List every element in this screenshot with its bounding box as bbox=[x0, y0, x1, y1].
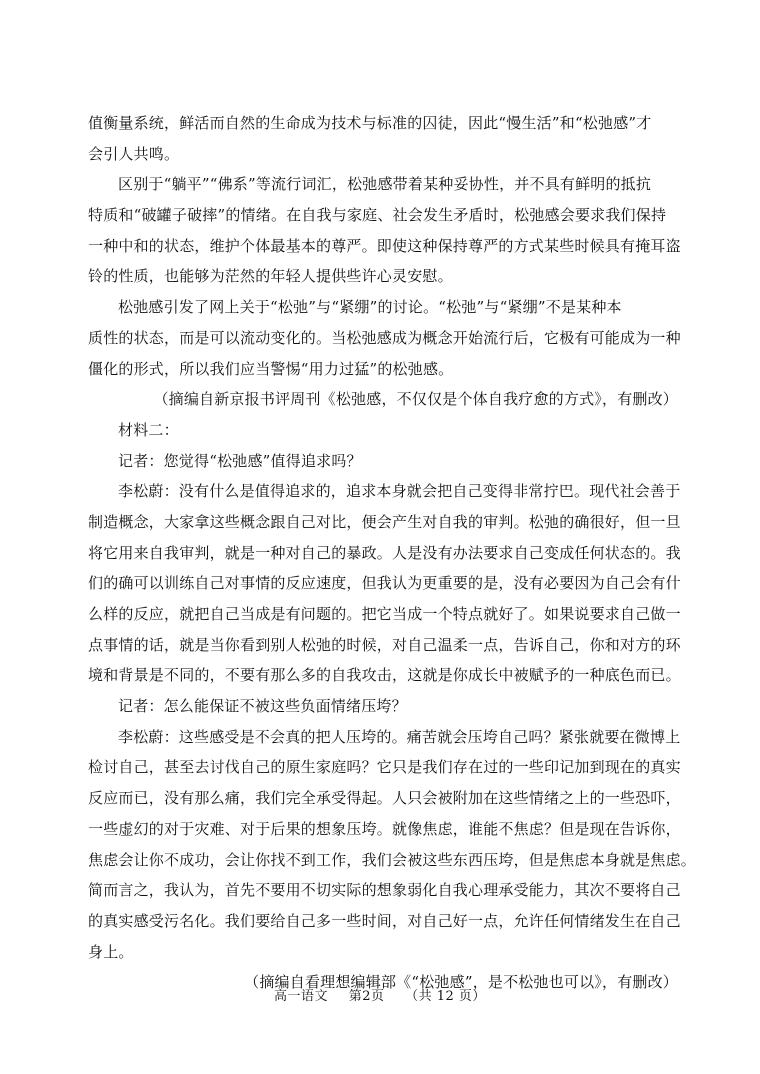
text-line: 简而言之，我认为，首先不要用不切实际的想象弱化自我心理承受能力，其次不要将自己 bbox=[88, 881, 681, 900]
text-line: 特质和“破罐子破摔”的情绪。在自我与家庭、社会发生矛盾时，松弛感会要求我们保持 bbox=[88, 206, 667, 225]
text-line: 们的确可以训练自己对事情的反应速度，但我认为更重要的是，没有必要因为自己会有什 bbox=[88, 574, 681, 593]
text-line: 区别于“躺平”“佛系”等流行词汇，松弛感带着某种妥协性，并不具有鲜明的抵抗 bbox=[118, 175, 652, 194]
text-line: 境和背景是不同的，不要有那么多的自我攻击，这就是你成长中被赋予的一种底色而已。 bbox=[88, 666, 681, 685]
text-line: 记者：您觉得“松弛感”值得追求吗？ bbox=[118, 451, 362, 470]
text-line: 将它用来自我审判，就是一种对自己的暴政。人是没有办法要求自己变成任何状态的。我 bbox=[88, 543, 681, 562]
text-line: 会引人共鸣。 bbox=[88, 144, 180, 163]
text-line: 检讨自己，甚至去讨伐自己的原生家庭吗？它只是我们存在过的一些印记加到现在的真实 bbox=[88, 758, 681, 777]
footer-subject: 高一语文 bbox=[274, 989, 329, 1004]
text-line: 李松蔚：这些感受是不会真的把人压垮的。痛苦就会压垮自己吗？紧张就要在微博上 bbox=[118, 727, 681, 746]
text-line: 焦虑会让你不成功，会让你找不到工作，我们会被这些东西压垮，但是焦虑本身就是焦虑。 bbox=[88, 850, 697, 869]
footer-total-pages: （共 12 页） bbox=[405, 989, 486, 1004]
text-line: 身上。 bbox=[88, 942, 134, 961]
text-line: 点事情的话，就是当你看到别人松弛的时候，对自己温柔一点，告诉自己，你和对方的环 bbox=[88, 635, 681, 654]
text-line: 制造概念，大家拿这些概念跟自己对比，便会产生对自我的审判。松弛的确很好，但一旦 bbox=[88, 512, 681, 531]
text-line: 一些虚幻的对于灾难、对于后果的想象压垮。就像焦虑，谁能不焦虑？但是现在告诉你， bbox=[88, 819, 681, 838]
text-line: 的真实感受污名化。我们要给自己多一些时间，对自己好一点，允许任何情绪发生在自己 bbox=[88, 911, 681, 930]
source-citation: （摘编自看理想编辑部《“松弛感”，是不松弛也可以》，有删改） bbox=[244, 973, 678, 992]
text-line: 反应而已，没有那么痛，我们完全承受得起。人只会被附加在这些情绪之上的一些恐吓， bbox=[88, 789, 681, 808]
text-line: 质性的状态，而是可以流动变化的。当松弛感成为概念开始流行后，它极有可能成为一种 bbox=[88, 328, 681, 347]
footer-page-number: 第2页 bbox=[348, 989, 385, 1004]
text-line: 么样的反应，就把自己当成是有问题的。把它当成一个特点就好了。如果说要求自己做一 bbox=[88, 605, 681, 623]
text-line: 僵化的形式，所以我们应当警惕“用力过猛”的松弛感。 bbox=[88, 359, 454, 378]
text-line: 记者：怎么能保证不被这些负面情绪压垮？ bbox=[118, 697, 407, 716]
source-citation: （摘编自新京报书评周刊《松弛感，不仅仅是个体自我疗愈的方式》，有删改） bbox=[153, 390, 678, 409]
document-page bbox=[88, 108, 697, 998]
text-line: 材料二： bbox=[118, 420, 179, 439]
text-line: 李松蔚：没有什么是值得追求的，追求本身就会把自己变得非常拧巴。现代社会善于 bbox=[118, 482, 681, 501]
text-line: 值衡量系统，鲜活而自然的生命成为技术与标准的囚徒，因此“慢生活”和“松弛感”才 bbox=[88, 114, 652, 132]
text-line: 松弛感引发了网上关于“松弛”与“紧绷”的讨论。“松弛”与“紧绷”不是某种本 bbox=[118, 298, 622, 317]
text-line: 一种中和的状态，维护个体最基本的尊严。即使这种保持尊严的方式某些时候具有掩耳盗 bbox=[88, 236, 681, 255]
page-footer bbox=[0, 985, 760, 1004]
text-line: 铃的性质，也能够为茫然的年轻人提供些许心灵安慰。 bbox=[88, 267, 453, 286]
